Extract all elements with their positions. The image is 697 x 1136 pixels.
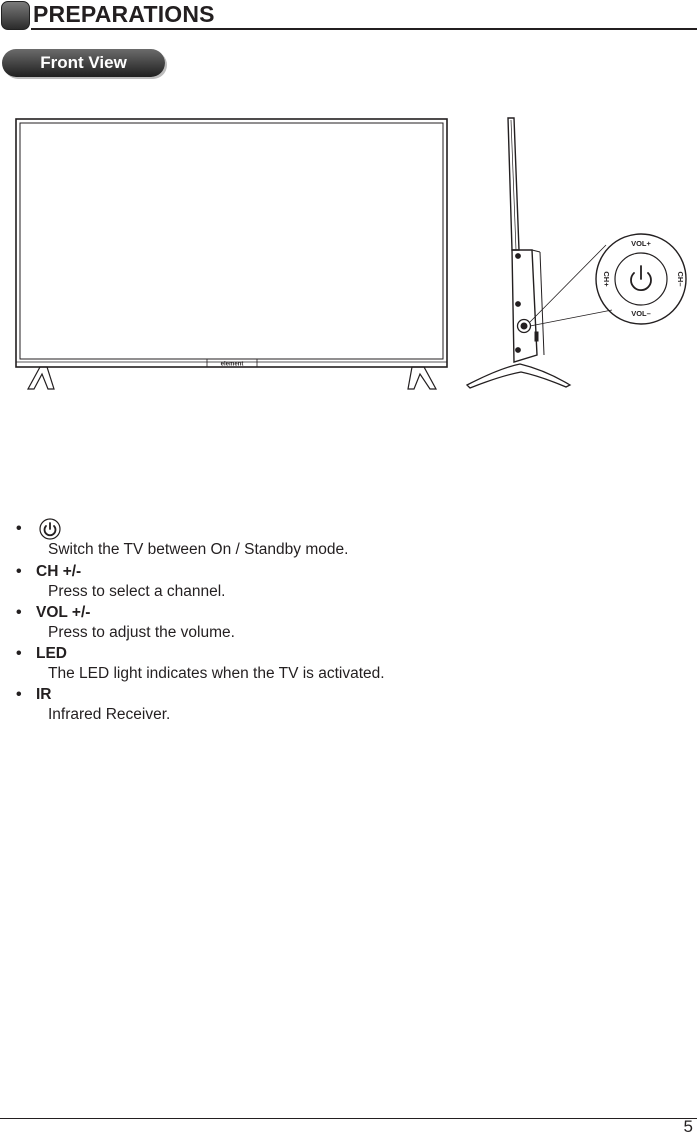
tv-bezel-inner: [20, 123, 443, 359]
header-badge: [1, 1, 30, 30]
feature-title: CH +/-: [36, 563, 82, 580]
tv-left-foot: [28, 367, 54, 389]
feature-item-led: • LED The LED light indicates when the TV is activated.: [16, 643, 676, 683]
tv-brand-text: element: [220, 361, 244, 368]
tv-front-side-diagram: [0, 100, 697, 400]
feature-desc: Switch the TV between On / Standby mode.: [48, 541, 349, 558]
feature-desc: Press to select a channel.: [48, 583, 226, 600]
header-rule: [31, 28, 697, 30]
page-title: PREPARATIONS: [33, 1, 215, 27]
tv-right-foot: [408, 367, 436, 389]
page-number: 5: [683, 1117, 693, 1136]
tv-front-view: [16, 119, 447, 389]
footer-rule: [0, 1118, 697, 1119]
side-control-panel-zoom: [596, 234, 686, 324]
vol-minus-label: VOL–: [631, 309, 651, 318]
feature-title: IR: [36, 686, 52, 703]
tv-side-stand: [467, 364, 570, 388]
feature-item-ir: • IR Infrared Receiver.: [16, 684, 676, 724]
feature-item-power: • Switch the TV between On / Standby mode.: [16, 518, 676, 559]
power-icon: [39, 518, 61, 540]
section-tab-front-view: Front View: [2, 49, 165, 77]
tv-bezel-outer: [16, 119, 447, 367]
tv-side-view: [467, 118, 612, 388]
vol-plus-label: VOL+: [631, 239, 651, 248]
ch-plus-label: CH+: [602, 271, 611, 287]
feature-item-vol: • VOL +/- Press to adjust the volume.: [16, 602, 676, 642]
ch-minus-label: CH–: [676, 271, 685, 287]
feature-title: LED: [36, 645, 67, 662]
feature-title: VOL +/-: [36, 604, 91, 621]
feature-desc: Infrared Receiver.: [48, 706, 171, 723]
feature-desc: Press to adjust the volume.: [48, 624, 235, 641]
feature-item-ch: • CH +/- Press to select a channel.: [16, 561, 676, 601]
feature-desc: The LED light indicates when the TV is activated.: [48, 665, 385, 682]
tv-side-housing: [512, 250, 537, 362]
feature-list: [16, 518, 676, 724]
